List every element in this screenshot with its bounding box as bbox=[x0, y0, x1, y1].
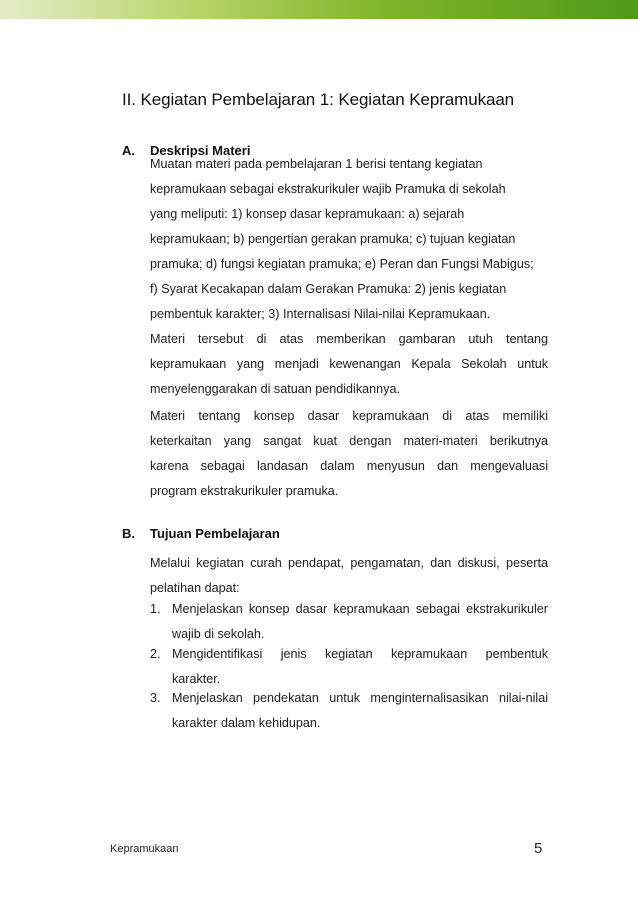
text-line: menyelenggarakan di satuan pendidikannya. bbox=[150, 382, 400, 396]
objective-item-2 bbox=[150, 642, 548, 692]
text-line: karakter dalam kehidupan. bbox=[172, 716, 321, 730]
text-line: pembentuk karakter; 3) Internalisasi Nilai-nilai Kepramukaan. bbox=[150, 307, 491, 321]
header-band bbox=[0, 0, 638, 19]
list-number: 3. bbox=[150, 691, 161, 705]
section-a-paragraph-2 bbox=[150, 327, 548, 402]
text-line: pelatihan dapat: bbox=[150, 581, 240, 595]
text-line: Materi tentang konsep dasar kepramukaan di atas memiliki bbox=[150, 409, 548, 423]
objective-item-1 bbox=[150, 597, 548, 647]
section-a-paragraph-3 bbox=[150, 404, 548, 504]
section-a-heading: Deskripsi Materi bbox=[150, 143, 251, 158]
text-line: f) Syarat Kecakapan dalam Gerakan Pramuka: 2) jenis kegiatan bbox=[150, 282, 507, 296]
section-b-letter: B. bbox=[122, 526, 135, 541]
page-number: 5 bbox=[534, 840, 543, 857]
text-line: yang meliputi: 1) konsep dasar kepramukaan: a) sejarah bbox=[150, 207, 465, 221]
text-line: Materi tersebut di atas memberikan gambaran utuh tentang bbox=[150, 332, 548, 346]
text-line: kepramukaan; b) pengertian gerakan pramuka; c) tujuan kegiatan bbox=[150, 232, 516, 246]
section-a-letter: A. bbox=[122, 143, 135, 158]
text-line: kepramukaan yang menjadi kewenangan Kepala Sekolah untuk bbox=[150, 357, 548, 371]
text-line: Menjelaskan konsep dasar kepramukaan sebagai ekstrakurikuler bbox=[172, 602, 548, 616]
text-line: Menjelaskan pendekatan untuk menginternalisasikan nilai-nilai bbox=[172, 691, 548, 705]
text-line: pramuka; d) fungsi kegiatan pramuka; e) Peran dan Fungsi Mabigus; bbox=[150, 257, 534, 271]
text-line: karena sebagai landasan dalam menyusun dan mengevaluasi bbox=[150, 459, 548, 473]
text-line: keterkaitan yang sangat kuat dengan materi-materi berikutnya bbox=[150, 434, 548, 448]
objective-item-3 bbox=[150, 686, 548, 736]
list-number: 1. bbox=[150, 602, 161, 616]
text-line: karakter. bbox=[172, 672, 221, 686]
text-line: wajib di sekolah. bbox=[172, 627, 265, 641]
text-line: program ekstrakurikuler pramuka. bbox=[150, 484, 339, 498]
list-number: 2. bbox=[150, 647, 161, 661]
footer-title: Kepramukaan bbox=[110, 843, 179, 855]
text-line: Mengidentifikasi jenis kegiatan kepramukaan pembentuk bbox=[172, 647, 548, 661]
text-line: kepramukaan sebagai ekstrakurikuler wajib Pramuka di sekolah bbox=[150, 182, 506, 196]
text-line: Melalui kegiatan curah pendapat, pengamatan, dan diskusi, peserta bbox=[150, 556, 548, 570]
section-b-heading: Tujuan Pembelajaran bbox=[150, 526, 280, 541]
text-line: Muatan materi pada pembelajaran 1 berisi tentang kegiatan bbox=[150, 157, 483, 171]
page-title: II. Kegiatan Pembelajaran 1: Kegiatan Kepramukaan bbox=[122, 90, 515, 109]
section-b-intro bbox=[150, 551, 548, 601]
section-a-paragraph-1 bbox=[150, 152, 548, 327]
